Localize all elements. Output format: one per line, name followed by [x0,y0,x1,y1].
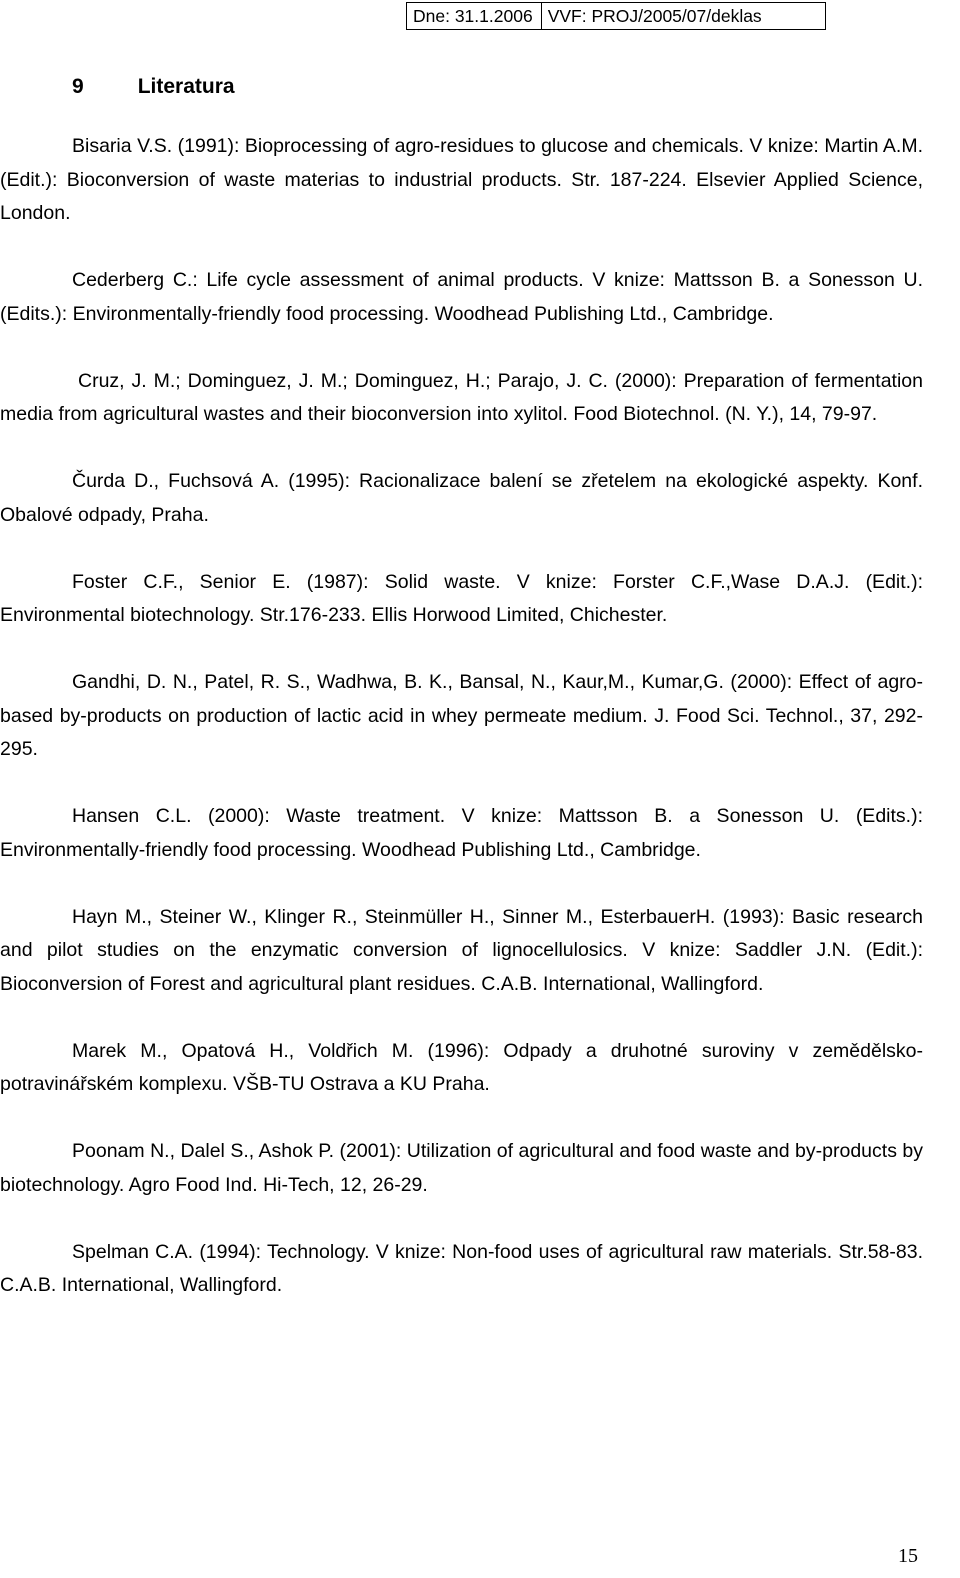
page-header [406,2,826,30]
reference-item: Gandhi, D. N., Patel, R. S., Wadhwa, B. K., Bansal, N., Kaur,M., Kumar,G. (2000): Effect of agro-based by-products on production of lactic acid in whey permeate medium. J. Food Sci. Technol., 37, 292-295. [0,671,923,760]
header-date: Dne: 31.1.2006 [413,6,533,26]
reference-item: Hansen C.L. (2000): Waste treatment. V knize: Mattsson B. a Sonesson U. (Edits.): Environmentally-friendly food processing. Woodhead Publishing Ltd., Cambridge. [0,805,923,861]
page-number: 15 [898,1545,918,1567]
section-number: 9 [72,75,84,98]
reference-item: Poonam N., Dalel S., Ashok P. (2001): Utilization of agricultural and food waste and by-products by biotechnology. Agro Food Ind. Hi-Tech, 12, 26-29. [0,1140,923,1196]
reference-item: Čurda D., Fuchsová A. (1995): Racionalizace balení se zřetelem na ekologické aspekty. Konf. Obalové odpady, Praha. [0,470,923,526]
header-document-code: VVF: PROJ/2005/07/deklas [541,3,825,29]
reference-item: Cederberg C.: Life cycle assessment of animal products. V knize: Mattsson B. a Sonesson U. (Edits.): Environmentally-friendly food processing. Woodhead Publishing Ltd., Cambridge. [0,269,923,325]
reference-item: Cruz, J. M.; Dominguez, J. M.; Dominguez, H.; Parajo, J. C. (2000): Preparation of fermentation media from agricultural wastes and their bioconversion into xylitol. Food Biotechnol. (N. Y.), 14, 79-97. [0,369,923,425]
reference-item: Foster C.F., Senior E. (1987): Solid waste. V knize: Forster C.F.,Wase D.A.J. (Edit.): Environmental biotechnology. Str.176-233. Ellis Horwood Limited, Chichester. [0,570,923,626]
section-heading [72,72,235,102]
reference-item: Hayn M., Steiner W., Klinger R., Steinmüller H., Sinner M., EsterbauerH. (1993): Basic research and pilot studies on the enzymatic conversion of lignocellulosics. V knize: Saddler J.N. (Edit.): Bioconversion of Forest and agricultural plant residues. C.A.B. International, Wallingford. [0,905,923,995]
reference-item: Marek M., Opatová H., Voldřich M. (1996): Odpady a druhotné suroviny v zemědělsko-potravinářském komplexu. VŠB-TU Ostrava a KU Praha. [0,1039,923,1095]
reference-item: Spelman C.A. (1994): Technology. V knize: Non-food uses of agricultural raw materials. Str.58-83. C.A.B. International, Wallingford. [0,1240,923,1296]
reference-list [0,130,923,1336]
reference-item: Bisaria V.S. (1991): Bioprocessing of agro-residues to glucose and chemicals. V knize: Martin A.M. (Edit.): Bioconversion of waste materias to industrial products. Str. 187-224. Elsevier Applied Science, London. [0,135,923,224]
section-title: Literatura [137,75,235,98]
